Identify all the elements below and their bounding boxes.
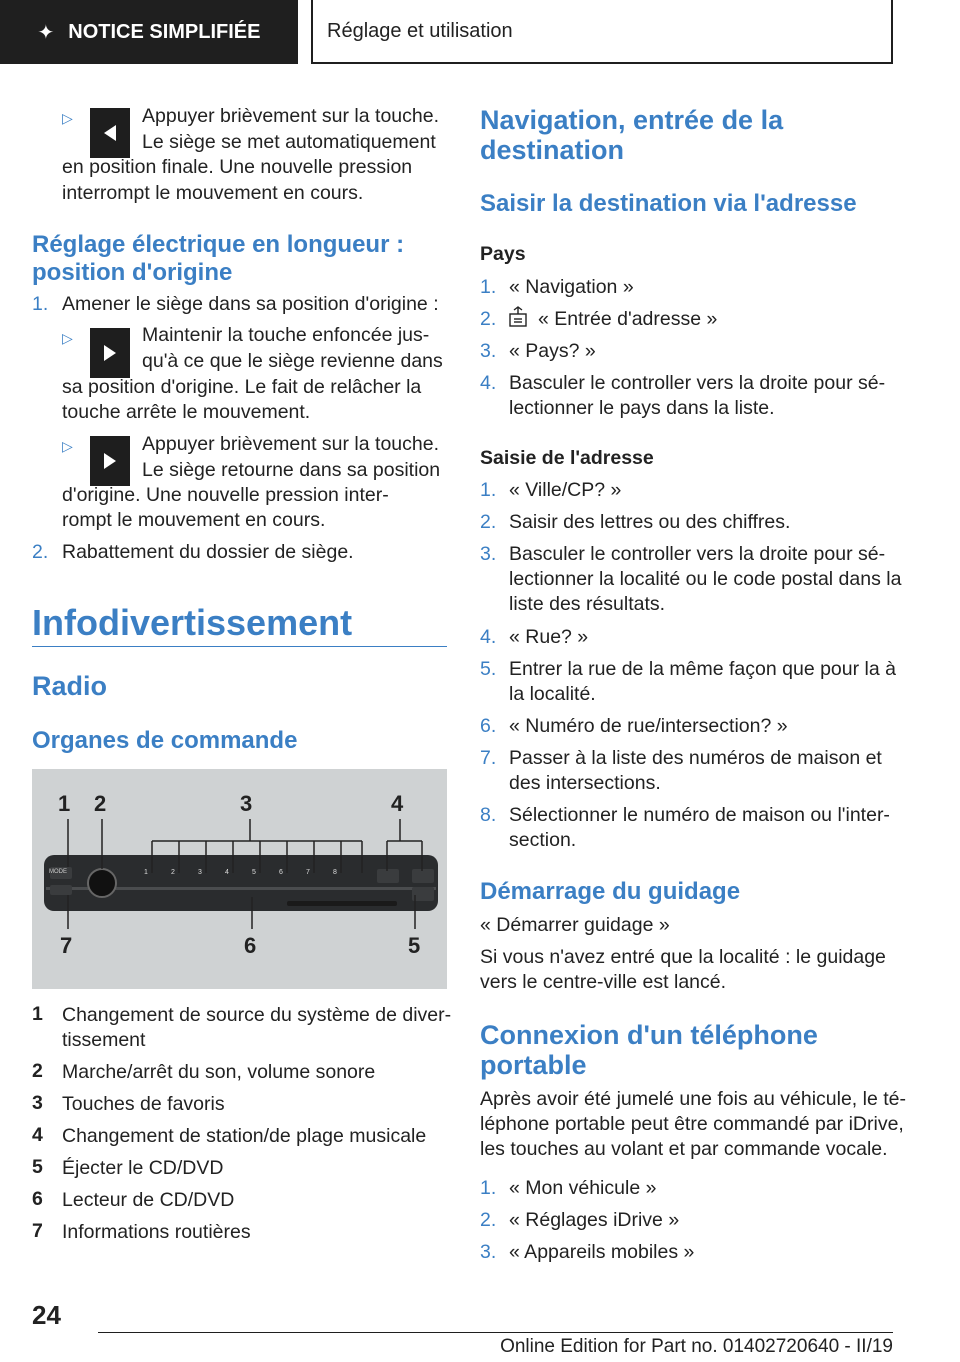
pays-step-text: « Pays? » xyxy=(509,340,596,362)
phone-step-text: « Réglages iDrive » xyxy=(509,1209,680,1231)
guidage-line-2: Si vous n'avez entré que la localité : le guidage xyxy=(480,946,886,968)
mode-label: MODE xyxy=(49,869,67,875)
controls-title: Organes de commande xyxy=(32,727,298,754)
pays-step-number: 3. xyxy=(480,340,497,362)
legend-number: 1 xyxy=(32,1003,43,1025)
page-number: 24 xyxy=(32,1300,61,1330)
legend-number: 5 xyxy=(32,1156,43,1178)
figure-callout-6: 6 xyxy=(244,933,257,958)
pays-step-number: 1. xyxy=(480,276,497,298)
saisie-step-text: Passer à la liste des numéros de maison et xyxy=(509,747,882,769)
radio-controls-figure xyxy=(32,769,447,989)
saisie-step-text: « Ville/CP? » xyxy=(509,479,622,501)
preset-button-label: 2 xyxy=(171,869,175,876)
quick-guide-icon: ✦ xyxy=(37,21,55,44)
saisie-step-number: 1. xyxy=(480,479,497,501)
pays-label: Pays xyxy=(480,243,526,265)
saisie-step-number: 3. xyxy=(480,543,497,565)
legend-text-cont: tissement xyxy=(62,1029,146,1051)
sub-1-line-1: Maintenir la touche enfoncée jus- xyxy=(142,324,430,346)
saisie-step-text: Entrer la rue de la même façon que pour la à xyxy=(509,658,896,680)
saisie-step-text-cont: lectionner la localité ou le code postal dans la xyxy=(509,568,902,590)
seat-forward-button-icon xyxy=(90,328,130,378)
legend-number: 7 xyxy=(32,1220,43,1242)
header-tab[interactable] xyxy=(0,0,298,64)
nav-title-line-2: destination xyxy=(480,135,625,165)
step-2-text: Rabattement du dossier de siège. xyxy=(62,541,354,563)
intro-line-1: Appuyer brièvement sur la touche. xyxy=(142,105,439,127)
preset-button-label: 4 xyxy=(225,869,229,876)
preset-button-label: 3 xyxy=(198,869,202,876)
bullet-triangle-icon: ▷ xyxy=(62,330,73,346)
saisie-step-text-cont: section. xyxy=(509,829,577,851)
saisie-step-text-cont: liste des résultats. xyxy=(509,593,666,615)
guidage-title: Démarrage du guidage xyxy=(480,878,741,905)
footer-rule xyxy=(98,1332,893,1333)
legend-text: Informations routières xyxy=(62,1221,251,1243)
saisie-step-text: Saisir des lettres ou des chiffres. xyxy=(509,511,791,533)
legend-text: Touches de favoris xyxy=(62,1093,225,1115)
nav-title-line-1: Navigation, entrée de la xyxy=(480,105,784,135)
figure-callout-4: 4 xyxy=(391,791,404,816)
bullet-triangle-icon: ▷ xyxy=(62,110,73,126)
intro-line-4: interrompt le mouvement en cours. xyxy=(62,182,364,204)
preset-button-label: 6 xyxy=(279,869,283,876)
legend-number: 6 xyxy=(32,1188,43,1210)
saisie-step-number: 8. xyxy=(480,804,497,826)
footer-edition: Online Edition for Part no. 01402720640 - II/19 xyxy=(500,1336,893,1357)
preset-button-label: 8 xyxy=(333,869,337,876)
preset-button-label: 1 xyxy=(144,869,148,876)
phone-line-2: léphone portable peut être commandé par iDrive, xyxy=(480,1113,904,1135)
saisie-step-text: Basculer le controller vers la droite pour sé- xyxy=(509,543,886,565)
legend-number: 4 xyxy=(32,1124,43,1146)
guidage-line-1: « Démarrer guidage » xyxy=(480,914,670,936)
header-title: Réglage et utilisation xyxy=(327,19,513,42)
figure-callout-1: 1 xyxy=(58,791,71,816)
figure-callout-5: 5 xyxy=(408,933,421,958)
saisie-step-number: 5. xyxy=(480,658,497,680)
pays-step-number: 2. xyxy=(480,308,497,330)
sub-1-line-4: touche arrête le mouvement. xyxy=(62,401,311,423)
guidage-line-3: vers le centre-ville est lancé. xyxy=(480,971,727,993)
intro-line-2: Le siège se met automatiquement xyxy=(142,131,436,153)
legend-text: Changement de station/de plage musicale xyxy=(62,1125,427,1147)
phone-step-number: 2. xyxy=(480,1209,497,1231)
figure-callout-2: 2 xyxy=(94,791,107,816)
sub-1-line-2: qu'à ce que le siège revienne dans xyxy=(142,350,443,372)
saisie-step-text: Sélectionner le numéro de maison ou l'inter- xyxy=(509,804,890,826)
pays-step-text: « Navigation » xyxy=(509,276,634,298)
sub-2-line-1: Appuyer brièvement sur la touche. xyxy=(142,433,439,455)
saisie-step-number: 2. xyxy=(480,511,497,533)
preset-button-label: 7 xyxy=(306,869,310,876)
sub-2-line-3: d'origine. Une nouvelle pression inter- xyxy=(62,484,389,506)
chapter-rule xyxy=(32,646,447,647)
bullet-triangle-icon: ▷ xyxy=(62,438,73,454)
phone-title-line-1: Connexion d'un téléphone xyxy=(480,1020,818,1050)
legend-text: Lecteur de CD/DVD xyxy=(62,1189,235,1211)
legend-number: 2 xyxy=(32,1060,43,1082)
phone-step-number: 1. xyxy=(480,1177,497,1199)
section-title-line-2: position d'origine xyxy=(32,259,233,286)
legend-number: 3 xyxy=(32,1092,43,1114)
saisie-step-number: 4. xyxy=(480,626,497,648)
pays-step-text-cont: lectionner le pays dans la liste. xyxy=(509,397,775,419)
saisie-step-number: 7. xyxy=(480,747,497,769)
preset-button-label: 5 xyxy=(252,869,256,876)
figure-callout-7: 7 xyxy=(60,933,73,958)
seat-forward-button-icon xyxy=(90,436,130,486)
sub-1-line-3: sa position d'origine. Le fait de relâcher la xyxy=(62,376,422,398)
pays-step-text: Basculer le controller vers la droite pour sé- xyxy=(509,372,886,394)
saisie-step-text: « Numéro de rue/intersection? » xyxy=(509,715,788,737)
radio-title: Radio xyxy=(32,671,108,701)
step-1-text: Amener le siège dans sa position d'origine : xyxy=(62,293,439,315)
saisie-step-text-cont: des intersections. xyxy=(509,772,661,794)
phone-line-3: les touches au volant et par commande vocale. xyxy=(480,1138,888,1160)
phone-line-1: Après avoir été jumelé une fois au véhicule, le té- xyxy=(480,1088,906,1110)
pays-step-text: « Entrée d'adresse » xyxy=(538,308,718,330)
section-title-line-1: Réglage électrique en longueur : xyxy=(32,231,405,258)
sub-2-line-4: rompt le mouvement en cours. xyxy=(62,509,326,531)
pays-step-number: 4. xyxy=(480,372,497,394)
saisie-step-text-cont: la localité. xyxy=(509,683,596,705)
chapter-title: Infodivertissement xyxy=(32,602,353,643)
step-1-number: 1. xyxy=(32,293,49,315)
phone-step-text: « Appareils mobiles » xyxy=(509,1241,695,1263)
phone-step-number: 3. xyxy=(480,1241,497,1263)
legend-text: Marche/arrêt du son, volume sonore xyxy=(62,1061,376,1083)
header-tab-label: NOTICE SIMPLIFIÉE xyxy=(68,20,261,43)
address-title: Saisir la destination via l'adresse xyxy=(480,190,857,217)
header-title-box xyxy=(311,0,893,64)
phone-step-text: « Mon véhicule » xyxy=(509,1177,657,1199)
sub-2-line-2: Le siège retourne dans sa position xyxy=(142,459,441,481)
saisie-label: Saisie de l'adresse xyxy=(480,447,654,469)
intro-line-3: en position finale. Une nouvelle pression xyxy=(62,156,413,178)
figure-callout-3: 3 xyxy=(240,791,253,816)
saisie-step-text: « Rue? » xyxy=(509,626,589,648)
saisie-step-number: 6. xyxy=(480,715,497,737)
seat-back-button-icon xyxy=(90,108,130,158)
address-book-icon xyxy=(507,305,529,334)
step-2-number: 2. xyxy=(32,541,49,563)
legend-text: Éjecter le CD/DVD xyxy=(62,1157,224,1179)
legend-text: Changement de source du système de diver- xyxy=(62,1004,452,1026)
phone-title-line-2: portable xyxy=(480,1050,587,1080)
